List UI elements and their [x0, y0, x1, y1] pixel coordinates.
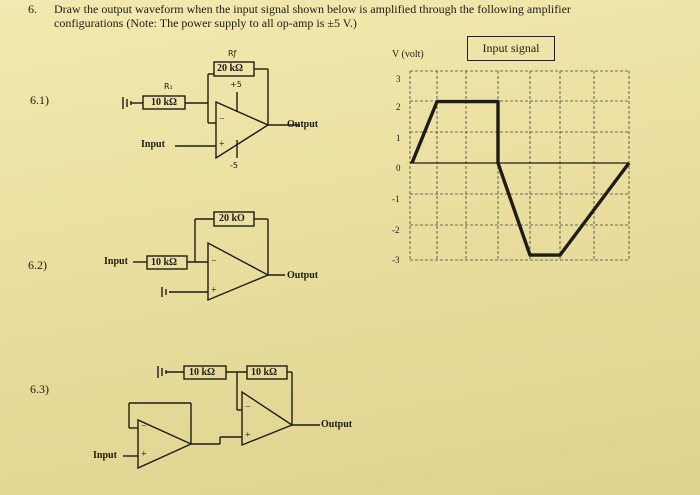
rf-value-6-2: 20 kO	[219, 213, 245, 224]
question-text-line1: Draw the output waveform when the input signal shown below is amplified through the following amplifier	[54, 2, 571, 16]
part-label-6-1: 6.1)	[30, 93, 49, 107]
part-label-6-3: 6.3)	[30, 382, 49, 396]
r1-hand-label-6-1: R₁	[164, 82, 173, 91]
y-tick-neg1: -1	[392, 194, 400, 204]
input-signal-legend: Input signal	[467, 36, 555, 61]
circuit-6-2	[133, 212, 285, 300]
r2-value-6-3: 10 kΩ	[251, 367, 278, 378]
input-label-6-2: Input	[104, 256, 128, 267]
r1-value-6-2: 10 kΩ	[151, 257, 178, 268]
output-label-6-1: Output	[287, 119, 319, 130]
vplus-label-6-1: +5	[230, 80, 242, 89]
plus-input-6-2: +	[211, 285, 217, 296]
input-signal-line	[412, 102, 629, 256]
y-axis-label: V (volt)	[392, 49, 424, 60]
input-label-6-1: Input	[141, 139, 165, 150]
output-label-6-2: Output	[287, 270, 319, 281]
y-tick-2: 2	[396, 102, 401, 112]
minus-input-6-2: −	[211, 256, 217, 267]
rf-value-6-1: 20 kΩ	[217, 63, 244, 74]
y-tick-1: 1	[396, 133, 401, 143]
y-tick-0: 0	[396, 163, 401, 173]
minus-input-6-1: −	[219, 114, 225, 125]
y-tick-neg2: -2	[392, 225, 400, 235]
y-tick-3: 3	[396, 74, 401, 84]
plus-input-6-3b: +	[245, 430, 251, 441]
input-signal-graph	[410, 71, 629, 260]
minus-input-6-3a: −	[141, 421, 147, 432]
y-tick-neg3: -3	[392, 255, 400, 265]
plus-input-6-3a: +	[141, 449, 147, 460]
rf-hand-label-6-1: Rƒ	[228, 49, 237, 58]
plus-input-6-1: +	[219, 139, 225, 150]
r1-value-6-3: 10 kΩ	[189, 367, 216, 378]
graph-grid	[410, 71, 629, 260]
vminus-label-6-1: -5	[230, 161, 238, 170]
output-label-6-3: Output	[321, 419, 353, 430]
input-label-6-3: Input	[93, 450, 117, 461]
question-text-line2: configurations (Note: The power supply to all op-amp is ±5 V.)	[54, 16, 357, 30]
question-number: 6.	[28, 2, 37, 16]
r1-value-6-1: 10 kΩ	[151, 97, 178, 108]
minus-input-6-3b: −	[245, 402, 251, 413]
part-label-6-2: 6.2)	[28, 258, 47, 272]
circuit-6-3	[123, 366, 320, 468]
